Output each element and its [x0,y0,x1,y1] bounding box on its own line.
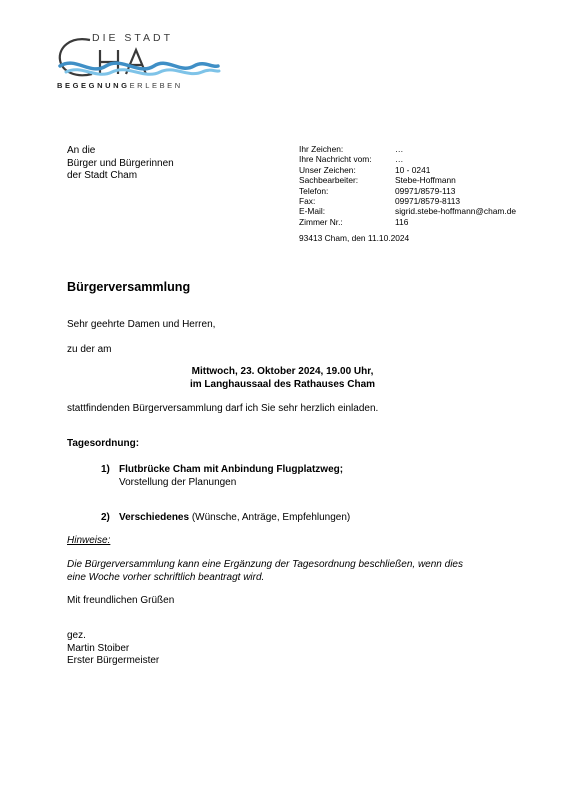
meta-label: Telefon: [299,185,329,196]
logo-top-text: DIE STADT [92,32,174,44]
signature-block [67,630,159,668]
meta-value: 10 - 0241 [395,164,431,175]
meta-label: Ihr Zeichen: [299,144,344,154]
meta-value: 09971/8579-113 [395,185,456,196]
notes-title: Hinweise: [67,535,111,546]
recipient-address [67,145,174,183]
meta-label: Sachbearbeiter: [299,175,359,186]
meta-row-zimmer [299,217,516,227]
letter-subject: Bürgerversammlung [67,280,191,294]
meta-row-ihr-zeichen [299,144,516,154]
meta-value: … [395,154,404,165]
agenda-item-2 [101,511,350,524]
reference-block [299,144,516,227]
recipient-line: An die [67,145,96,156]
recipient-line: Bürger und Bürgerinnen [67,157,174,169]
meta-row-email [299,206,516,216]
meta-label: Unser Zeichen: [299,164,356,175]
logo-slogan-bold: BEGEGNUNG [57,81,130,90]
meta-value: 116 [395,216,409,227]
agenda-item-1 [101,463,343,489]
city-logo [56,30,221,94]
meta-value-email: sigrid.stebe-hoffmann@cham.de [395,206,517,217]
signature-name: Martin Stoiber [67,642,130,654]
agenda-item-detail: (Wünsche, Anträge, Empfehlungen) [189,512,351,523]
meta-row-ihre-nachricht [299,154,516,164]
agenda-number: 2) [101,512,110,523]
agenda-title: Tagesordnung: [67,438,140,449]
logo-slogan-rest: ERLEBEN [129,81,183,90]
meta-value: Stebe-Hoffmann [395,175,456,186]
meta-value: … [395,144,404,154]
event-location: im Langhaussaal des Rathauses Cham [189,379,376,390]
place-date: 93413 Cham, den 11.10.2024 [299,233,410,243]
agenda-item-title: Verschiedenes [119,512,190,523]
agenda-number: 1) [101,464,110,475]
meta-row-sachbearbeiter [299,175,516,185]
signature-title: Erster Bürgermeister [67,655,160,666]
meta-row-fax [299,196,516,206]
agenda-item-title: Flutbrücke Cham mit Anbindung Flugplatzweg; [119,464,344,475]
event-date-time: Mittwoch, 23. Oktober 2024, 19.00 Uhr, [191,366,374,377]
intro-text: zu der am [67,344,112,355]
invitation-text: stattfindenden Bürgerversammlung darf ich Sie sehr herzlich einladen. [67,403,379,414]
meta-label: Ihre Nachricht vom: [299,154,372,165]
logo-slogan [57,81,183,90]
notes-text [67,559,463,584]
meta-value: 09971/8579-8113 [395,196,461,207]
recipient-line: der Stadt Cham [67,170,138,181]
meta-label: Zimmer Nr.: [299,216,343,227]
meta-label: Fax: [299,196,316,207]
meta-label: E-Mail: [299,206,326,217]
salutation: Sehr geehrte Damen und Herren, [67,319,216,330]
meta-row-telefon [299,186,516,196]
meta-row-unser-zeichen [299,165,516,175]
notes-line: Die Bürgerversammlung kann eine Ergänzung der Tagesordnung beschließen, wenn dies [67,559,463,570]
agenda-item-detail: Vorstellung der Planungen [119,477,237,488]
signature-gez: gez. [67,630,86,641]
closing-text: Mit freundlichen Grüßen [67,595,175,606]
notes-line: eine Woche vorher schriftlich beantragt wird. [67,571,265,583]
event-details [0,365,565,391]
